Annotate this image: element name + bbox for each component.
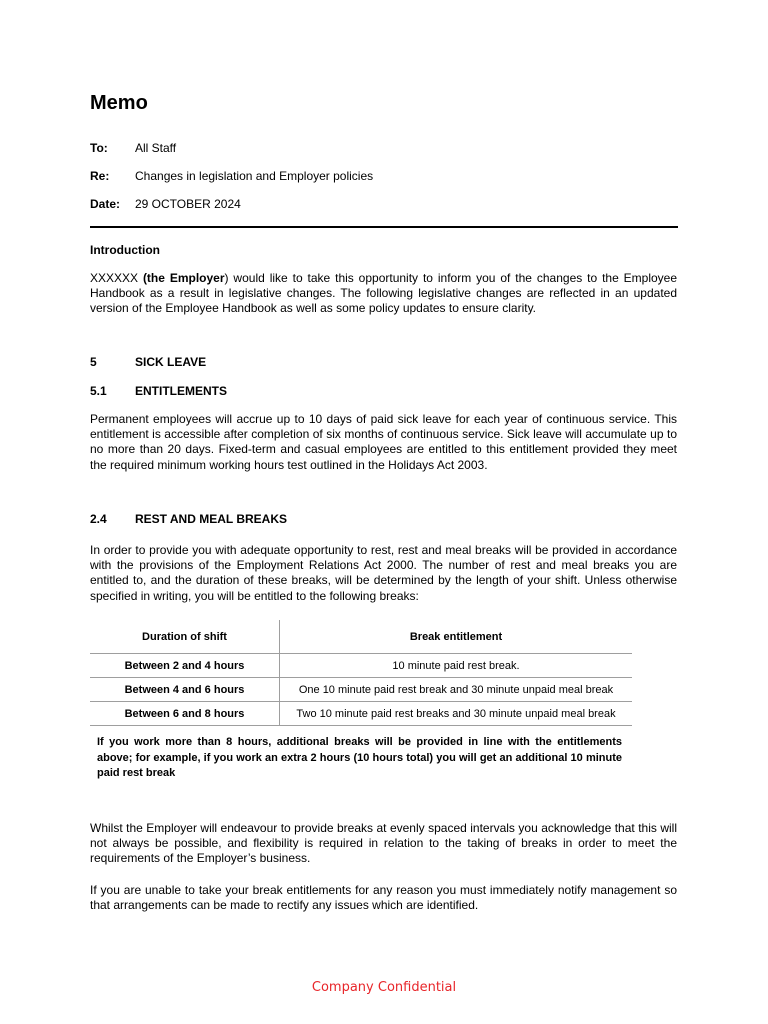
re-label: Re: [90, 169, 110, 183]
introduction-heading: Introduction [90, 243, 160, 257]
table-row [90, 654, 632, 678]
section-5-1-number: 5.1 [90, 384, 107, 398]
duration-cell: Between 4 and 6 hours [90, 678, 280, 702]
header-entitlement: Break entitlement [280, 620, 633, 654]
table-note: If you work more than 8 hours, additional breaks will be provided in line with the entitlements above; for example, if you work an extra 2 hours (10 hours total) you will get an additional 10 minute paid rest break [97, 736, 622, 779]
entitlements-paragraph: Permanent employees will accrue up to 10 days of paid sick leave for each year of continuous service. This entitlement is accessible after completion of six months of continuous service. Sick leave will accumulate up to no more than 20 days. Fixed-term and casual employees are entitled to this entitlement provided they meet the required minimum working hours test outlined in the Holidays Act 2003. [90, 412, 677, 472]
entitlement-cell: 10 minute paid rest break. [280, 654, 633, 678]
breaks-paragraph: In order to provide you with adequate opportunity to rest, rest and meal breaks will be provided in accordance with the provisions of the Employment Relations Act 2000. The number of rest and meal breaks you are entitled to, and the duration of these breaks, will be determined by the length of your shift. Unless otherwise specified in writing, you will be entitled to the following breaks: [90, 543, 677, 603]
table-row [90, 678, 632, 702]
duration-cell: Between 6 and 8 hours [90, 702, 280, 726]
duration-cell: Between 2 and 4 hours [90, 654, 280, 678]
to-value: All Staff [135, 141, 177, 155]
closing-paragraph-2: If you are unable to take your break entitlements for any reason you must immediately notify management so that arrangements can be made to rectify any issues which are identified. [90, 883, 677, 913]
closing-paragraph-1: Whilst the Employer will endeavour to provide breaks at evenly spaced intervals you acknowledge that this will not always be possible, and flexibility is required in relation to the taking of breaks in order to meet the requirements of the Employer’s business. [90, 821, 677, 866]
section-5-1-title: ENTITLEMENTS [135, 384, 227, 398]
section-2-4-number: 2.4 [90, 512, 107, 526]
section-5-number: 5 [90, 355, 97, 369]
intro-employer-bold: (the Employer [142, 271, 225, 285]
header-divider [90, 226, 678, 228]
memo-title: Memo [90, 92, 148, 114]
entitlement-cell: Two 10 minute paid rest breaks and 30 minute unpaid meal break [280, 702, 633, 726]
section-5-title: SICK LEAVE [135, 355, 207, 369]
intro-lead: XXXXXX [90, 271, 143, 285]
table-row [90, 702, 632, 726]
table-header-row [90, 620, 632, 654]
introduction-paragraph [90, 271, 677, 317]
re-value: Changes in legislation and Employer policies [135, 169, 374, 183]
date-value: 29 OCTOBER 2024 [135, 197, 241, 211]
header-duration: Duration of shift [90, 620, 280, 654]
breaks-table [90, 620, 632, 726]
confidential-footer: Company Confidential [311, 980, 457, 995]
section-2-4-title: REST AND MEAL BREAKS [135, 512, 288, 526]
to-label: To: [90, 141, 108, 155]
date-label: Date: [90, 197, 121, 211]
intro-rest: ) would like to take this opportunity to inform you of the changes to the Employee Handbook as a result in legislative changes. The following legislative changes are reflected in an updated version of the Employee Handbook as well as some policy updates to ensure clarity. [90, 271, 678, 316]
entitlement-cell: One 10 minute paid rest break and 30 minute unpaid meal break [280, 678, 633, 702]
